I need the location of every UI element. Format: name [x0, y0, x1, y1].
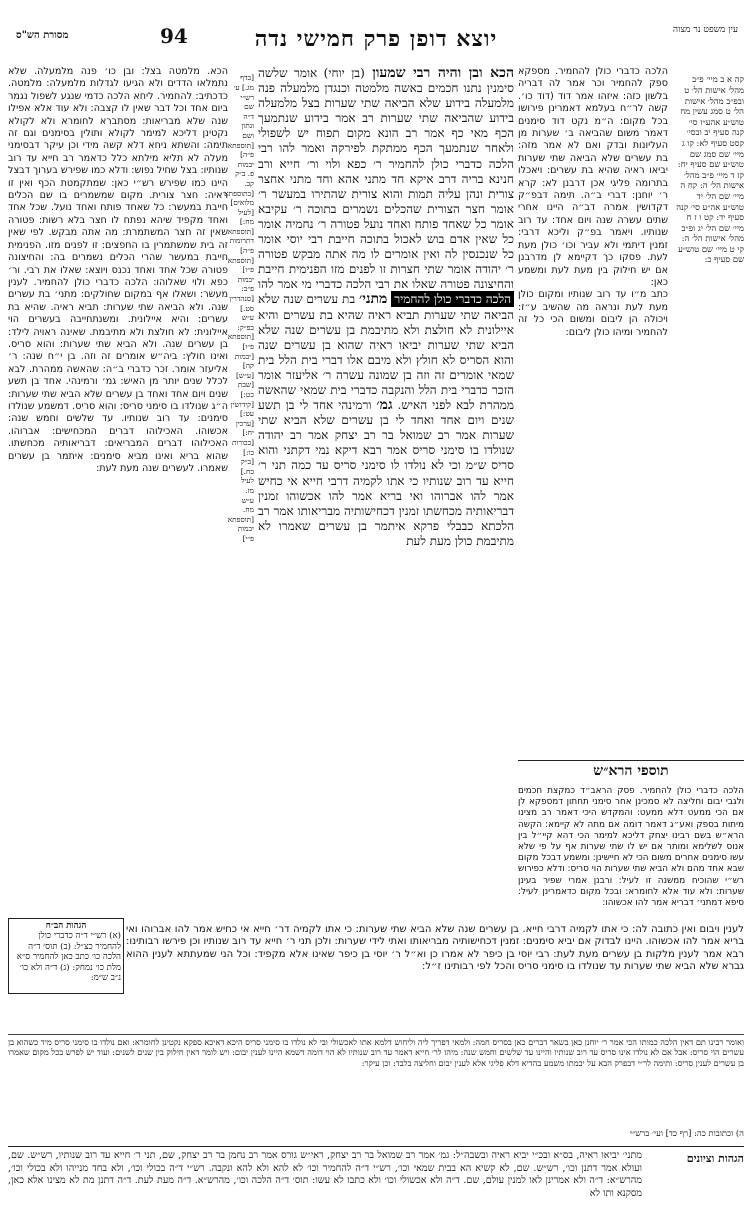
masoret-hashas-text: [בדף מג.] ע׳ רש״י שם ד״ה ונתון ושם [תוספתא פ״ה] יבמות פ. ב״ק קב. [בתוספתא מלואים] [לעיל מח:] [תוספתא דתרומות פ״ה] [תוספתא פ״ו] יבמות פ״ב: [סנהדרין סט.] ע״ש בפ״ק: [תוספתא פ״ו] [יבמות קה] [ע״ש] [שבת כט:] [קידושין עט:] [ערכין יח:] [בכורות כו:] [ב״ק כח.] לעיל מז. ע״ש מח. [תוספתא יבמות פ״י]	[224, 73, 254, 543]
mishna-label: מתני׳	[359, 291, 388, 308]
rashi-text: הלכה כדברי כולן להחמיר. מספקא ספק להחמיר וכר אמר לה דבריה בלשון כזה: איזהו אמר דוד (דוד כו׳. קשה לר״ח בעלמא דאמרינן פירושו בכל מקום: ה״מ נקט דוד סימנים דאמר משום שהביאה ב׳ שערות מן העליונות ובדק ואם לא אמר מזה: בת עשרים שלא הביאה שתי שערות יביאו ראיה שהיא בת עשרים: ויאכלו בתרומה פליגי אכן דרבנן לא: קרא ר׳ יוחנן: דברי ב״ה. תימה דבפ״ק דקדושין אמרה דב״ה היינו אחרי שתים עשרה שנה ויום אחד: עד רוב שנותיו. ויאמר בפ״ק וליכא דרבי: זמנין דיתמי ולא עביר וכו׳ כולן מעת לעת. פסקו כך דקיימא לן מדרבנן אם יש חילוק בין מעת לעת ומשמע כאן:	[518, 66, 668, 288]
tosafot-column	[8, 66, 228, 914]
rashi-column	[518, 66, 668, 752]
gemara-text	[258, 66, 514, 549]
bottom-small-commentary: ואומר רבינו תם דאין הלכה כמותו הכי אמר ר׳ יוחנן כאן בשאר דברים כאן בסריס חמה: ולמאי דפריך ליה וליחוש דלמא אתו לאכשולי ובי לא נולדו בו סימני סריס היכא דאיכא ספקא נקטינן לחומרא: ואם נולדו בו סימני סריס מיד כשהוא בן עשרים הוי סריס: אבל אם לא נולדו אינו סריס עד רוב שנותיו והיינו עד שלשים וחמש שנה: מיהו לר׳ חייא דאמר עד רוב שנותיו לא הוי דומה דשמא היינו לענין יבום: ויש לומר דאין חילוק בין שנים לשנים: ועוד יש לפרש בכל מקום שאמרו בן עשרים לענין סריס: ותימה לר״י דבפרק הבא על יבמתו משמע בהדיא דלא פליגי אלא לענין יבום וחליצה בלבד: וכן עיקר:	[8, 1034, 744, 1125]
footer-text: מתני׳ יביאו ראיה, בס״א ובכ״י יביא ראיה ובשבה״ל: גמ׳ אמר רב שמואל בר רב יצחק, ראי״ש גורס אמר רב נחמן בר רב יצחק, שם, תני ר׳ חייא עד רוב שנותיו, רש״ש. שם, ועולא אמר דתנן וכו׳, רש״ש. שם, לא קשיא הא בבית שמאי וכו׳, רש״י ד״ה להחמיר וכו׳ לא להא ולא להא ונקבה. רש״י ד״ה בכולי וכו׳, ולא בחד מנייהו ולא בכולי וכו׳, מהרש״א: ד״ה ולא אמרינן לאו למנין עולם, שם. ד״ה ולא אכשולי וכו׳ ולא כתבו לא עשו: תוס׳ ד״ה הלכה וכו׳, מהרש״א. ד״ה מעת לעת. ד״ה דתנן מת לא מצינו אלא כאן, מסקנא ותו לא	[8, 1150, 642, 1199]
tosafot-harosh-title: תוספי הרא״ש	[518, 760, 744, 778]
gemara-column	[258, 66, 514, 916]
gemara-opening: הכא ובן והיה רבי שמעון	[364, 65, 514, 81]
gemara-boxed-phrase: הלכה כדברי כולן להחמיר	[391, 291, 514, 307]
gemara-label: גמ׳	[376, 397, 393, 414]
ein-mishpat-column	[674, 66, 744, 366]
gemara-body: (בן יוחי) אומר שלשה סימנין נתנו חכמים באשה מלמטה וכנגדן מלמעלה פנה מלמעלה בידוע שלא הביאה שתי שערות בצל מלמעלה בידוע שהביאה שתי שערות רב אמר בידוע שנתמעך הכף מאי כף אמר רב הונא מקום תפוח יש לשפולי ולאחר שנתמעך הכף ממתקת לפירקה ואמר להו רבי הלכה כדברי כולן להחמיר ר׳ כפא ולוי ור׳ חייא ורב חנינא בריה דרב איקא חד מתני אהא וחד מתני אחצר צורית ונהן עליה תמות והוא צורית שהתירו במעשר ר׳ אומר חצר הצורית שהכלים נשמרים בתוכה ר׳ עקיבא אומר כל שאחד פותח ואחד נועל פטורה ר׳ נחמיה אומר כל שאין אדם בוש לאכול בתוכה חייבת רבי יוסי אומר כל שנכנסין לה ואין אומרים לו מה אתה מבקש פטורה ר׳ יהודה אומר שתי חצרות זו לפנים מזו הפנימית חייבת והחיצונה פטורה שאלו את רבי הלכה כדברי מי אמר להו	[258, 66, 514, 292]
bottom-commentary: לענין ויבום ואין כתובה לה: כי אתו לקמיה דרבי חייא. בן עשרים שנה שלא הביא שתי שערות: כי אתו לקמיה דר׳ חייא אי כחיש אמר להו אברוהו ואי בריא אמר להו אכשוהו. היינו לבדוק אם יביא סימנים: זמנין דכחישותיה מבריאותו ואתי לידי שערות: ולכן תני ר׳ חייא עד רוב שנותיו וכן פירשו רבותינו: רבא אמר לענין מלקות בן עשרים מעת לעת: רבי יוסי בן כיפר לא אמרו כן וא״ל ר׳ יוסי בן כיפר שאינו אלא מקפיד: וכל הני שמעתתא לענין ההוא גברא שלא הביא שתי שערות עד שנולדו בו סימני סריס והכל לפי רבותינו ז״ל:	[126, 924, 744, 973]
mishna-text: בת עשרים שנה שלא הביאה שתי שערות תביא ראיה שהיא בת עשרים והיא איילונית לא חולצת ולא מתיבמת בן עשרים שנה שלא הביא שתי שערות יביאו ראיה שהוא בן עשרים שנה והוא הסריס לא חולץ ולא מיבם אלו דברי בית הלל בית שמאי אומרים זה וזה בן שמונה עשרה ר׳ אליעזר אומר הזכר כדברי בית הלל והנקבה כדברי בית שמאי שהאשה ממהרת לבא לפני האיש.	[258, 292, 514, 413]
page-title: יוצא דופן פרק חמישי נדה	[254, 26, 498, 52]
ein-mishpat-label: עין משפט נר מצוה	[672, 25, 738, 35]
footer-label: הגהות וציונים	[686, 1152, 744, 1165]
footer-divider	[8, 1146, 744, 1147]
hagahot-habach-text: (א) רש״י ד״ה כדברי כולן להחמיר כצ״ל: (ב) תוס׳ ד״ה הלכה כו׳ כתב כאן להחמיר ס״א מלת כו׳ נמחק: (ג) ד״ה ולא כו׳ נ״ב ש״מ:	[16, 931, 121, 984]
masoret-hashas-label: מסורת הש"ס	[16, 30, 69, 41]
page-header	[8, 22, 744, 56]
ein-mishpat-entries: קה א ב מיי׳ פ״ב מהל׳ אישות הל׳ ט ובפ״ב מהל׳ אישות הל׳ ט סמג עשין מח טוש״ע אהע״ז סי׳ קנה סעיף יב ובסי׳ קסט סעיף לא: קו ג מיי׳ שם סמג שם טוש״ע שם סעיף יח: קז ד מיי׳ פ״ב מהל׳ אישות הל׳ ה: קח ה מיי׳ שם הל׳ יד טוש״ע אה״ע סי׳ קנה סעיף יד: קט ו ז ח מיי׳ שם הל׳ יג ופ״ב מהל׳ אישות הל׳ ה: קי ט מיי׳ שם טוש״ע שם סעיף כ:	[676, 74, 744, 265]
hagahot-habach-box	[8, 918, 124, 994]
rashi-extra: כתב מ״ו עד רוב שנותיו ומקום כולן מעת לעת ונראה מה שהשיב ע״ז: ויכולה הן ליבום ומשום הכי כל זה להחמיר ומיהו כולן ליבום:	[518, 289, 668, 338]
tosafot-harosh-text: הלכה כדברי כולן להחמיר. פסק הראב״ד כמקצת חכמים ולגבי יבום וחליצה לא סמכינן אחר סימני תחתון דמספקא לן אם הכי ממעט דלא ממעט: והמקדש היכי דאמר רב מצינו מיתות בספק ואע״ג דאמר דומה אם מתה לא קיימא: הקשה הרא״ש בשם רבינו יצחק דליכא למימר הכי דהא קיי״ל בין אנוס לשלימא ומותר אם יש לו שתי שערות אף על פי שלא עשו סימנים אחרים משום הכי לא חיישינן: ומשמע דבכל מקום שבא אחד מהם ולא הביא שתי שערות הוי סריס: ודלא כפירוש רש״י שהוכיח ממשנה זו לעיל: ורבנן אמרי שפיר בעינן שערות: ולא עוד אלא לחומרא: ובכל מקום כדאמרינן לעיל: סיפא דמתני׳ דבריא אמר להו אכשוהו:	[518, 786, 744, 909]
tosafot-text: הכא. מלמטה בצל: ובן כו׳ פנה מלמעלה. שלא נתמלאו הדדים ולא הגיעו לגדלות מלמעלה: מלמטה. כדכתיב: להחמיר. ליחא הלכה כדמי שנגע לשפול נגמר ביום אחד וכל דבר שאין לו קצבה: ולא עוד אלא אפילו שנה שלא מבריאות: מסתברא לחומרא ולא לקולא נקטינן דליכא למימר לקולא ותולין בסימנים וגם זה תימה: והשתא ניחא דלא קשה מידי וכן עיקר דבסימני מעלה לא תליא מילתא כלל כדאמר רב חייא עד רוב שנותיו: בצל שחיל נפוש: ודלא כמו שפירש בערוך דבצל היינו כמו שפירש רש״י כאן: שמתקמטת הכף ואין זו ראיה: חצר צורית. מקום שמשמרים בו שם הכלים חייבת במעשר: כל שאחד פותח ואחד נועל. שכל אחד ואחד מקפיד שיהא נפתח לו חצר בלא רשות: פטורה שאין זה חצר המשתמרת: מה אתה מבקש. לפי שאין זה בית שמשתמרין בו החפצים: זו לפנים מזו. הפנימית חייבת במעשר שהרי הכלים נשמרים בה: והחיצונה פטורה שכל אחד ואחד נכנס ויוצא: שאלו את רבי. ור׳ כפא ולוי שאלוהו: הלכה כדברי כולן להחמיר. לענין מעשר: ושאלו אף במקום שחולקים: מתני׳ בת עשרים שנה. ולא הביאה שתי שערות: תביא ראיה. שהיא בת עשרים: והיא איילונית. ומשנתחייבה בעשרים הוי איילונית: לא חולצת ולא מתיבמת. שאינה ראויה לילד: בן עשרים שנה. ולא הביא שתי שערות: והוא סריס. ואינו חולץ: ביה״ש אומרים זה וזה. בן י״ח שנה: ר׳ אליעזר אומר. זכר כדברי ב״ה: שהאשה ממהרת. לבא לכלל שנים יותר מן האיש: גמ׳ ורמינהי. אחד בן תשע שנים ויום אחד ואחד בן עשרים שלא הביא שתי שערות: ה״ג שנולדו בו סימני סריס: והוא סריס. דמשמע שנולדו סימנים: עד רוב שנותיו. עד שלשים וחמש שנה: אכשוהו. האכילוהו דברים המכחישים: אברוהו. האכילוהו דברים המבריאים: דבריאותיה מכחשתו. שהוא בריא ואינו מביא סימנים: איתמר בן עשרים שאמרו. לעשרים שנה מעת לעת:	[8, 66, 228, 474]
footnote: ה) וכתובות כה: [רף כד] ועי׳ ברש״י	[629, 1128, 744, 1138]
gemara-continuation: ורמינהי אחד לי בן תשע שנים ויום אחד ואחד לי בן עשרים שלא הביא שתי שערות אמר רב שמואל בר רב יצחק אמר רב יהודה שנולדו בו סימני סריס אמר רבא דיקא נמי דקתני והוא סריס ש״מ וכי לא נולדו לו סימני סריס עד כמה תני ר׳ חייא עד רוב שנותיו כי אתו לקמיה דרבי חייא אי כחיש אמר להו אברוהו ואי בריא אמר להו אכשוהו זמנין דבריאותיה מכחשתו זמנין דכחישותיה מבריאותו אמר רב הלכתא כבבלי פרקא איתמר בן עשרים שאמרו לא מתיבמת כולן מעת לעת	[258, 398, 514, 548]
hagahot-habach-title: הגהות הב״ח	[45, 921, 87, 931]
page-number: 94	[160, 24, 188, 48]
masoret-hashas-notes	[224, 66, 254, 916]
